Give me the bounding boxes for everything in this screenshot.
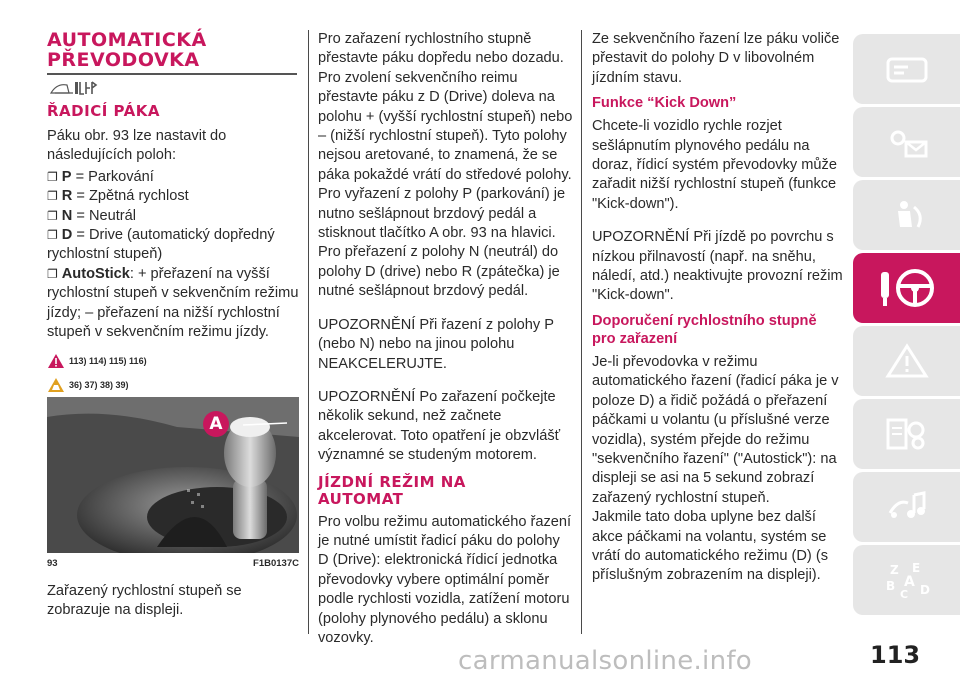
- steering-wheel-key-icon: [875, 266, 939, 310]
- tab-safety[interactable]: [853, 180, 960, 250]
- paragraph: Je-li převodovka v režimu automatického řazení (řadicí páka je v poloze D) a řidič požádá o přeřazení páčkami u volantu (u příslušné verze vozidla), systém přejde do režimu "sekvenčního řazení" ("Autostick"): na displeji se asi na 5 sekund zobrazí zařazený rychlostní stupeň.: [592, 353, 839, 506]
- svg-text:D: D: [919, 583, 930, 597]
- position-key: D: [61, 227, 73, 244]
- tab-emergency[interactable]: [853, 326, 960, 396]
- subheading-gear-recommendation: Doporučení rychlostního stupně pro zařazení: [592, 312, 817, 347]
- position-key: P: [61, 168, 72, 185]
- svg-text:E: E: [911, 561, 920, 575]
- tab-starting-driving[interactable]: [853, 253, 960, 323]
- list-item: ❐ AutoStick: + přeřazení na vyšší rychlostní stupeň v sekvenčním režimu jízdy; – přeřazení na nižší rychlostní stupeň v sekvenčním režimu jízdy.: [47, 265, 299, 341]
- paragraph: Jakmile tato doba uplyne bez další akce páčkami na volantu, systém se vrátí do automatického režimu (D) (s příslušným zobrazením na displeji).: [592, 509, 829, 584]
- svg-text:A: A: [903, 574, 915, 590]
- figure-number: 93: [47, 558, 58, 569]
- paragraph: Pro volbu režimu automatického řazení je nutné umístit řadicí páku do polohy D (Drive): elektronická řídicí jednotka převodovky vybere optimální poměr podle rychlosti vozidla, zatížení motoru (polohy plynového pedálu) a sklonu vozovky.: [318, 513, 572, 646]
- warning-emergency-icon: [884, 343, 930, 379]
- column-2: [318, 30, 574, 648]
- column-divider: [581, 30, 582, 634]
- alphabetical-index-icon: [882, 560, 932, 600]
- svg-text:B: B: [885, 579, 895, 593]
- autostick-key: AutoStick: [61, 265, 130, 282]
- chapter-title-line1: AUTOMATICKÁ: [47, 29, 207, 51]
- paragraph: Ze sekvenčního řazení lze páku voliče přestavit do polohy D v libovolném jízdním stavu.: [592, 31, 840, 86]
- warning-refs: 113) 114) 115) 116): [47, 352, 299, 370]
- fuel-version-icon: [47, 79, 299, 97]
- section-title-auto-mode-l2: AUTOMAT: [318, 489, 404, 508]
- list-item: ❐ P = Parkování: [47, 168, 154, 185]
- multimedia-icon: [884, 489, 930, 525]
- paragraph: Pro vyřazení z polohy P (parkování) je nutno sešlápnout brzdový pedál a stisknout tlačítko A obr. 93 na hlavici. Pro přeřazení z polohy N (neutrál) do polohy D (drive) nebo R (zpátečka) je nutné sešlápnout brzdový pedál.: [318, 186, 566, 300]
- figure-caption: [47, 558, 299, 569]
- gear-lever-photo: [47, 397, 299, 553]
- list-item: ❐ R = Zpětná rychlost: [47, 188, 189, 205]
- position-key: R: [61, 188, 73, 205]
- tab-maintenance[interactable]: [853, 399, 960, 469]
- section-title-auto-mode-l1: JÍZDNÍ REŽIM NA: [318, 472, 466, 491]
- note-paragraph: UPOZORNĚNÍ Po zařazení počkejte několik sekund, než začnete akcelerovat. Toto opatření je obzvlášť významné se studeným motorem.: [318, 388, 561, 464]
- watermark: carmanualsonline.info: [458, 646, 753, 676]
- callout-label-a: A: [203, 411, 229, 437]
- maintenance-gears-icon: [884, 416, 930, 452]
- tab-multimedia[interactable]: [853, 472, 960, 542]
- chapter-title-line2: PŘEVODOVKA: [47, 49, 200, 71]
- list-item: ❐ D = Drive (automatický dopředný rychlostní stupeň): [47, 227, 275, 263]
- tab-warning-lights[interactable]: [853, 107, 960, 177]
- page-number: 113: [870, 641, 921, 669]
- chapter-tabs: [853, 34, 960, 618]
- column-divider: [308, 30, 309, 634]
- section-title-shift-lever: ŘADICÍ PÁKA: [47, 102, 160, 120]
- caution-refs: 36) 37) 38) 39): [47, 376, 299, 394]
- car-dashboard-icon: [884, 51, 930, 87]
- note-paragraph: UPOZORNĚNÍ Při jízdě po povrchu s nízkou přilnavostí (např. na sněhu, náledí, atd.) neaktivujte provozní režim "Kick-down".: [592, 229, 843, 304]
- paragraph: Pro zařazení rychlostního stupně přestavte páku dopředu nebo dozadu. Pro zvolení sekvenčního reimu přestavte páku z D (Drive) doleva na polohu + (vyšší rychlostní stupeň) nebo – (nižší rychlostní stupeň). Tyto polohy nejsou aretované, to znamená, že se páka pokaždé vrátí do středové polohy.: [318, 31, 573, 183]
- column-1: [47, 30, 299, 394]
- list-item: ❐ N = Neutrál: [47, 207, 136, 224]
- column-3: [592, 30, 844, 586]
- intro-paragraph: Páku obr. 93 lze nastavit do následujících poloh:: [47, 128, 227, 164]
- figure-code: F1B0137C: [253, 558, 299, 569]
- note-paragraph: UPOZORNĚNÍ Při řazení z polohy P (nebo N) nebo na jinou polohu NEAKCELERUJTE.: [318, 316, 554, 372]
- after-figure-text: Zařazený rychlostní stupeň se zobrazuje na displeji.: [47, 583, 242, 619]
- position-list: [47, 168, 299, 343]
- paragraph: Chcete-li vozidlo rychle rozjet sešlápnutím plynového pedálu na doraz, řídicí systém převodovky může zařadit nižší rychlostní stupeň (funkce "Kick-down").: [592, 118, 837, 212]
- subheading-kick-down: Funkce “Kick Down”: [592, 95, 737, 112]
- title-rule: [47, 73, 297, 75]
- lights-messages-icon: [884, 124, 930, 160]
- warning-triangle-icon: [47, 353, 65, 369]
- tab-dashboard[interactable]: [853, 34, 960, 104]
- svg-text:C: C: [899, 588, 908, 600]
- tab-index[interactable]: [853, 545, 960, 615]
- svg-text:Z: Z: [889, 563, 899, 577]
- position-key: N: [61, 207, 73, 224]
- seat-safety-icon: [884, 197, 930, 233]
- caution-hand-icon: [47, 377, 65, 393]
